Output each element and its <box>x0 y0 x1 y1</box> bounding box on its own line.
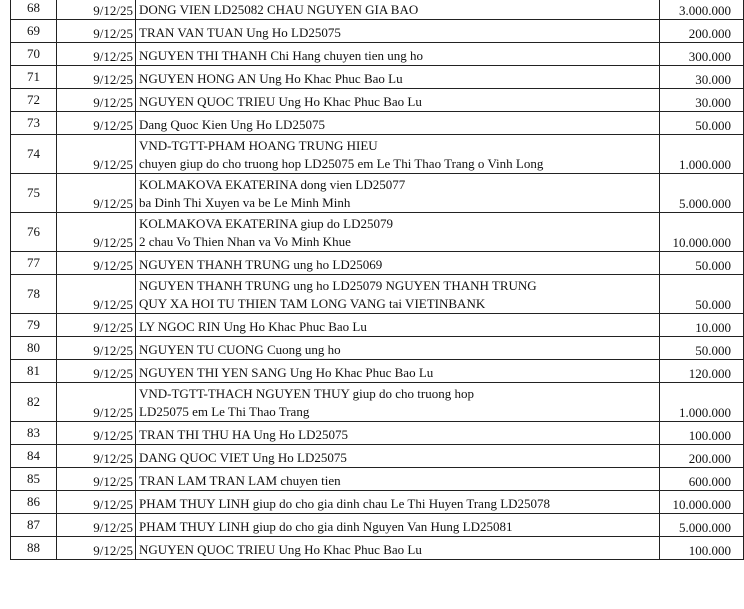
table-row <box>11 360 744 383</box>
row-date: 9/12/25 <box>57 20 136 43</box>
row-number: 88 <box>11 537 57 560</box>
row-number: 78 <box>11 275 57 314</box>
table-row <box>11 491 744 514</box>
row-number: 75 <box>11 174 57 213</box>
row-date: 9/12/25 <box>57 445 136 468</box>
row-number: 71 <box>11 66 57 89</box>
row-date: 9/12/25 <box>57 468 136 491</box>
description-line: TRAN THI THU HA Ung Ho LD25075 <box>139 427 348 442</box>
row-amount: 10.000 <box>660 314 744 337</box>
row-amount: 3.000.000 <box>660 0 744 20</box>
row-description <box>136 20 660 43</box>
row-description <box>136 213 660 252</box>
description-line: 2 chau Vo Thien Nhan va Vo Minh Khue <box>139 234 351 249</box>
table-row <box>11 514 744 537</box>
row-number: 86 <box>11 491 57 514</box>
description-line: NGUYEN QUOC TRIEU Ung Ho Khac Phuc Bao Lu <box>139 542 422 557</box>
row-number: 68 <box>11 0 57 20</box>
row-description <box>136 89 660 112</box>
row-date: 9/12/25 <box>57 422 136 445</box>
description-line: PHAM THUY LINH giup do cho gia dinh chau Le Thi Huyen Trang LD25078 <box>139 496 551 511</box>
row-description <box>136 174 660 213</box>
table-row <box>11 383 744 422</box>
description-line: chuyen giup do cho truong hop LD25075 em Le Thi Thao Trang o Vinh Long <box>139 156 544 171</box>
row-date: 9/12/25 <box>57 43 136 66</box>
row-number: 76 <box>11 213 57 252</box>
table-row <box>11 135 744 174</box>
row-amount: 100.000 <box>660 422 744 445</box>
row-description <box>136 314 660 337</box>
table-row <box>11 0 744 20</box>
table-row <box>11 213 744 252</box>
row-number: 83 <box>11 422 57 445</box>
row-amount: 30.000 <box>660 66 744 89</box>
row-description <box>136 337 660 360</box>
row-number: 72 <box>11 89 57 112</box>
row-number: 84 <box>11 445 57 468</box>
row-amount: 120.000 <box>660 360 744 383</box>
row-number: 79 <box>11 314 57 337</box>
row-description <box>136 43 660 66</box>
row-date: 9/12/25 <box>57 337 136 360</box>
row-description <box>136 537 660 560</box>
table-row <box>11 112 744 135</box>
row-description <box>136 514 660 537</box>
row-amount: 5.000.000 <box>660 174 744 213</box>
description-line: TRAN LAM TRAN LAM chuyen tien <box>139 473 341 488</box>
row-description <box>136 360 660 383</box>
row-date: 9/12/25 <box>57 135 136 174</box>
row-number: 80 <box>11 337 57 360</box>
row-amount: 10.000.000 <box>660 491 744 514</box>
table-row <box>11 337 744 360</box>
description-line: NGUYEN HONG AN Ung Ho Khac Phuc Bao Lu <box>139 71 403 86</box>
row-description <box>136 0 660 20</box>
row-date: 9/12/25 <box>57 360 136 383</box>
row-description <box>136 275 660 314</box>
row-amount: 300.000 <box>660 43 744 66</box>
row-amount: 50.000 <box>660 252 744 275</box>
row-amount: 100.000 <box>660 537 744 560</box>
description-line: NGUYEN THI YEN SANG Ung Ho Khac Phuc Bao Lu <box>139 365 434 380</box>
row-number: 87 <box>11 514 57 537</box>
row-description <box>136 445 660 468</box>
table-row <box>11 314 744 337</box>
row-amount: 200.000 <box>660 445 744 468</box>
row-amount: 600.000 <box>660 468 744 491</box>
row-date: 9/12/25 <box>57 314 136 337</box>
description-line: NGUYEN QUOC TRIEU Ung Ho Khac Phuc Bao Lu <box>139 94 422 109</box>
row-date: 9/12/25 <box>57 383 136 422</box>
description-line: LD25075 em Le Thi Thao Trang <box>139 404 310 419</box>
description-line: DONG VIEN LD25082 CHAU NGUYEN GIA BAO <box>139 2 419 17</box>
row-number: 73 <box>11 112 57 135</box>
description-line: KOLMAKOVA EKATERINA dong vien LD25077 <box>139 177 406 192</box>
description-line: TRAN VAN TUAN Ung Ho LD25075 <box>139 25 341 40</box>
row-description <box>136 383 660 422</box>
row-description <box>136 112 660 135</box>
row-amount: 50.000 <box>660 112 744 135</box>
row-amount: 30.000 <box>660 89 744 112</box>
table-row <box>11 252 744 275</box>
description-line: QUY XA HOI TU THIEN TAM LONG VANG tai VIETINBANK <box>139 296 486 311</box>
donation-table <box>10 0 744 560</box>
row-amount: 1.000.000 <box>660 135 744 174</box>
row-date: 9/12/25 <box>57 112 136 135</box>
row-date: 9/12/25 <box>57 514 136 537</box>
row-date: 9/12/25 <box>57 89 136 112</box>
row-description <box>136 491 660 514</box>
description-line: VND-TGTT-PHAM HOANG TRUNG HIEU <box>139 138 378 153</box>
description-line: NGUYEN TU CUONG Cuong ung ho <box>139 342 341 357</box>
row-date: 9/12/25 <box>57 491 136 514</box>
table-row <box>11 20 744 43</box>
row-number: 74 <box>11 135 57 174</box>
table-row <box>11 174 744 213</box>
table-row <box>11 537 744 560</box>
description-line: KOLMAKOVA EKATERINA giup do LD25079 <box>139 216 393 231</box>
row-date: 9/12/25 <box>57 537 136 560</box>
row-date: 9/12/25 <box>57 213 136 252</box>
table-row <box>11 66 744 89</box>
description-line: DANG QUOC VIET Ung Ho LD25075 <box>139 450 347 465</box>
table-row <box>11 43 744 66</box>
row-date: 9/12/25 <box>57 174 136 213</box>
description-line: NGUYEN THANH TRUNG ung ho LD25079 NGUYEN THANH TRUNG <box>139 278 537 293</box>
row-date: 9/12/25 <box>57 252 136 275</box>
row-description <box>136 135 660 174</box>
row-number: 85 <box>11 468 57 491</box>
row-description <box>136 422 660 445</box>
row-description <box>136 252 660 275</box>
row-number: 70 <box>11 43 57 66</box>
row-amount: 50.000 <box>660 337 744 360</box>
row-number: 77 <box>11 252 57 275</box>
row-date: 9/12/25 <box>57 0 136 20</box>
row-number: 82 <box>11 383 57 422</box>
table-row <box>11 468 744 491</box>
row-description <box>136 468 660 491</box>
description-line: Dang Quoc Kien Ung Ho LD25075 <box>139 117 325 132</box>
description-line: ba Dinh Thi Xuyen va be Le Minh Minh <box>139 195 351 210</box>
row-amount: 5.000.000 <box>660 514 744 537</box>
description-line: LY NGOC RIN Ung Ho Khac Phuc Bao Lu <box>139 319 367 334</box>
row-amount: 50.000 <box>660 275 744 314</box>
table-row <box>11 445 744 468</box>
row-number: 81 <box>11 360 57 383</box>
row-description <box>136 66 660 89</box>
row-amount: 200.000 <box>660 20 744 43</box>
row-amount: 10.000.000 <box>660 213 744 252</box>
table-row <box>11 422 744 445</box>
row-date: 9/12/25 <box>57 66 136 89</box>
description-line: PHAM THUY LINH giup do cho gia dinh Nguyen Van Hung LD25081 <box>139 519 513 534</box>
row-amount: 1.000.000 <box>660 383 744 422</box>
table-row <box>11 275 744 314</box>
description-line: NGUYEN THANH TRUNG ung ho LD25069 <box>139 257 383 272</box>
table-row <box>11 89 744 112</box>
description-line: VND-TGTT-THACH NGUYEN THUY giup do cho truong hop <box>139 386 474 401</box>
row-date: 9/12/25 <box>57 275 136 314</box>
description-line: NGUYEN THI THANH Chi Hang chuyen tien ung ho <box>139 48 424 63</box>
row-number: 69 <box>11 20 57 43</box>
donation-rows <box>11 0 744 560</box>
